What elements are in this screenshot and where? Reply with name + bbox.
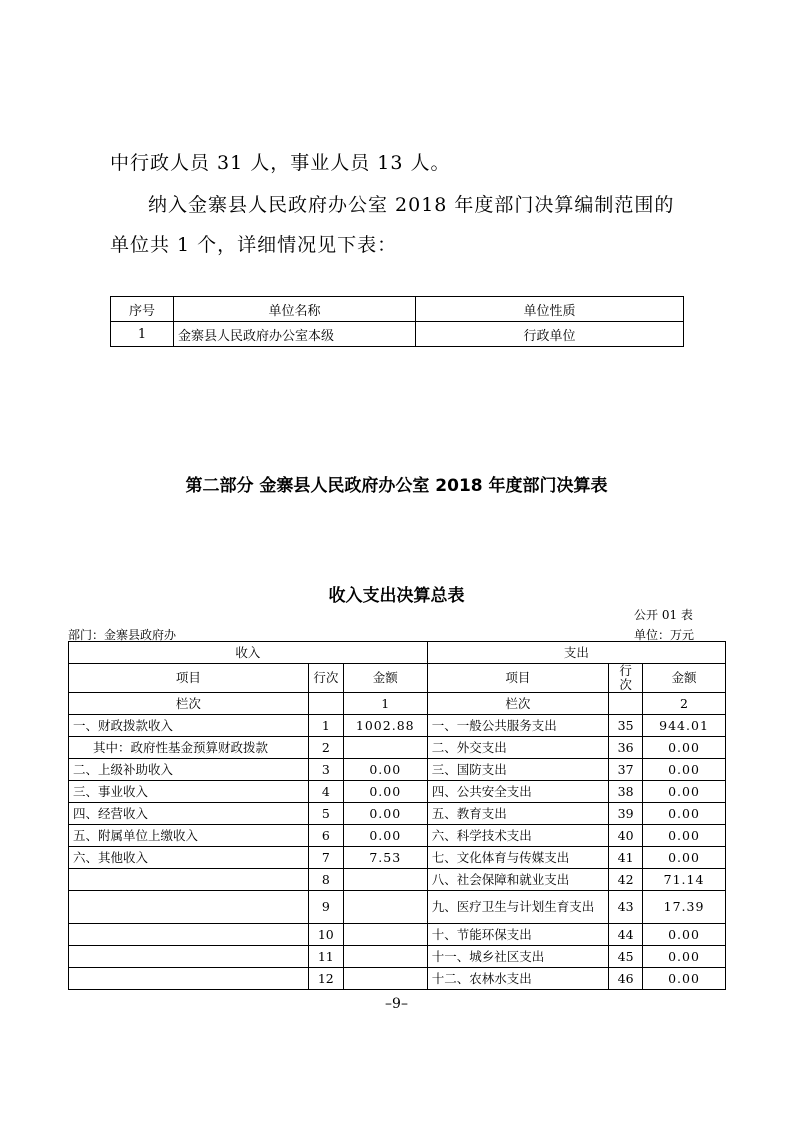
expense-amount: 0.00 (643, 737, 726, 759)
expense-item: 三、国防支出 (427, 759, 608, 781)
income-amount (343, 968, 427, 990)
income-amount (343, 891, 427, 924)
expense-line: 40 (609, 825, 643, 847)
income-item (69, 869, 309, 891)
income-line: 12 (308, 968, 343, 990)
table-row (69, 759, 726, 781)
income-amount: 7.53 (343, 847, 427, 869)
income-line: 10 (308, 924, 343, 946)
body-paragraph-1: 中行政人员 31 人，事业人员 13 人。 (110, 152, 451, 174)
col-line-left: 行次 (308, 664, 343, 693)
expense-line: 46 (609, 968, 643, 990)
expense-line: 41 (609, 847, 643, 869)
section-header-row (69, 642, 726, 664)
income-item: 一、财政拨款收入 (69, 715, 309, 737)
income-amount: 1002.88 (343, 715, 427, 737)
table-row (69, 968, 726, 990)
expense-item: 二、外交支出 (427, 737, 608, 759)
lanci-empty-left (308, 693, 343, 715)
income-amount: 0.00 (343, 825, 427, 847)
income-item (69, 968, 309, 990)
table-row (69, 869, 726, 891)
income-line: 7 (308, 847, 343, 869)
income-line: 1 (308, 715, 343, 737)
table-row (69, 891, 726, 924)
expense-amount: 0.00 (643, 803, 726, 825)
income-amount: 0.00 (343, 759, 427, 781)
department-label: 部门：金寨县政府办 (68, 628, 177, 642)
income-line: 2 (308, 737, 343, 759)
header-unit-name: 单位名称 (174, 297, 416, 322)
income-line: 11 (308, 946, 343, 968)
table-row (69, 715, 726, 737)
income-line: 9 (308, 891, 343, 924)
expense-item: 十二、农林水支出 (427, 968, 608, 990)
income-item: 三、事业收入 (69, 781, 309, 803)
expense-amount: 0.00 (643, 759, 726, 781)
expense-amount: 0.00 (643, 825, 726, 847)
expense-line: 35 (609, 715, 643, 737)
unit-table-header-row (111, 297, 684, 322)
expense-line: 39 (609, 803, 643, 825)
expense-amount: 0.00 (643, 847, 726, 869)
unit-name: 金寨县人民政府办公室本级 (174, 322, 416, 347)
income-line: 3 (308, 759, 343, 781)
table-row (69, 781, 726, 803)
expense-line: 42 (609, 869, 643, 891)
income-amount (343, 946, 427, 968)
income-amount (343, 924, 427, 946)
expense-line: 43 (609, 891, 643, 924)
expense-amount: 0.00 (643, 946, 726, 968)
table-row (69, 946, 726, 968)
lanci-no-right: 2 (643, 693, 726, 715)
table-row (69, 847, 726, 869)
income-item: 五、附属单位上缴收入 (69, 825, 309, 847)
expense-line: 38 (609, 781, 643, 803)
expense-amount: 0.00 (643, 781, 726, 803)
income-item: 六、其他收入 (69, 847, 309, 869)
income-item: 四、经营收入 (69, 803, 309, 825)
expense-amount: 71.14 (643, 869, 726, 891)
income-item (69, 924, 309, 946)
body-paragraph-3: 单位共 1 个，详细情况见下表： (110, 234, 398, 256)
income-item: 其中：政府性基金预算财政拨款 (69, 737, 309, 759)
unit-type: 行政单位 (416, 322, 684, 347)
income-amount: 0.00 (343, 803, 427, 825)
expense-item: 八、社会保障和就业支出 (427, 869, 608, 891)
col-item-left: 项目 (69, 664, 309, 693)
expense-line: 36 (609, 737, 643, 759)
section-income: 收入 (69, 642, 428, 664)
income-expense-table (68, 641, 726, 990)
income-line: 5 (308, 803, 343, 825)
expense-item: 七、文化体育与传媒支出 (427, 847, 608, 869)
table-title: 收入支出决算总表 (328, 586, 465, 606)
lanci-no-left: 1 (343, 693, 427, 715)
table-row (69, 737, 726, 759)
unit-label: 单位：万元 (634, 628, 695, 642)
expense-item: 五、教育支出 (427, 803, 608, 825)
income-amount (343, 869, 427, 891)
lanci-right: 栏次 (427, 693, 608, 715)
col-line-right: 行次 (609, 664, 643, 693)
expense-item: 一、一般公共服务支出 (427, 715, 608, 737)
expense-item: 十一、城乡社区支出 (427, 946, 608, 968)
header-unit-type: 单位性质 (416, 297, 684, 322)
unit-scope-table (110, 296, 684, 347)
expense-line: 45 (609, 946, 643, 968)
part-title: 第二部分 金寨县人民政府办公室 2018 年度部门决算表 (185, 476, 608, 496)
col-amount-left: 金额 (343, 664, 427, 693)
expense-amount: 0.00 (643, 968, 726, 990)
column-header-row (69, 664, 726, 693)
col-item-right: 项目 (427, 664, 608, 693)
income-item (69, 891, 309, 924)
header-serial: 序号 (111, 297, 174, 322)
expense-item: 四、公共安全支出 (427, 781, 608, 803)
col-amount-right: 金额 (643, 664, 726, 693)
table-row (69, 924, 726, 946)
expense-item: 九、医疗卫生与计划生育支出 (427, 891, 608, 924)
body-paragraph-2: 纳入金寨县人民政府办公室 2018 年度部门决算编制范围的 (148, 194, 675, 216)
form-code: 公开 01 表 (634, 608, 693, 622)
expense-line: 44 (609, 924, 643, 946)
section-expense: 支出 (427, 642, 725, 664)
expense-item: 十、节能环保支出 (427, 924, 608, 946)
expense-amount: 17.39 (643, 891, 726, 924)
expense-item: 六、科学技术支出 (427, 825, 608, 847)
table-row (69, 803, 726, 825)
table-row (111, 322, 684, 347)
income-amount: 0.00 (343, 781, 427, 803)
income-item: 二、上级补助收入 (69, 759, 309, 781)
expense-amount: 0.00 (643, 924, 726, 946)
income-line: 8 (308, 869, 343, 891)
expense-amount: 944.01 (643, 715, 726, 737)
lanci-empty-right (609, 693, 643, 715)
income-item (69, 946, 309, 968)
lanci-left: 栏次 (69, 693, 309, 715)
income-line: 6 (308, 825, 343, 847)
income-amount (343, 737, 427, 759)
table-row (69, 825, 726, 847)
page-number: –9– (385, 996, 408, 1012)
lanci-row (69, 693, 726, 715)
expense-line: 37 (609, 759, 643, 781)
income-line: 4 (308, 781, 343, 803)
unit-serial: 1 (111, 322, 174, 347)
